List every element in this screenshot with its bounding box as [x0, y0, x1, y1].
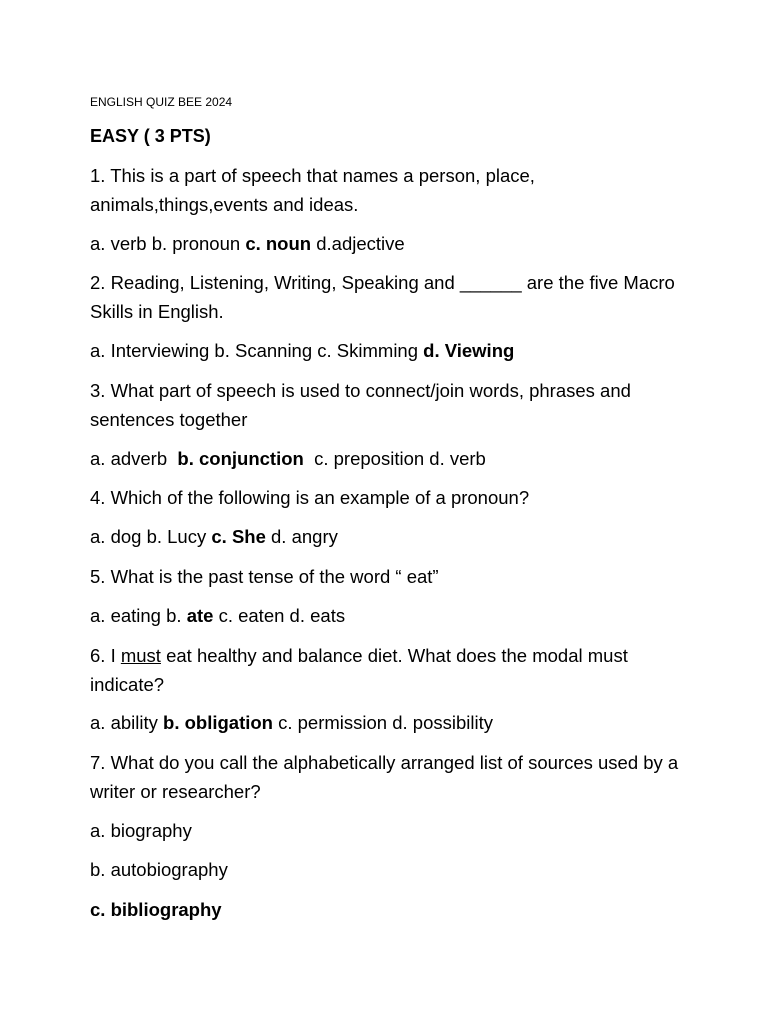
underlined-word: must	[120, 645, 161, 666]
correct-answer: d. Viewing	[423, 340, 515, 361]
choices-1	[90, 229, 690, 258]
question-text: 6. I	[90, 645, 121, 666]
question-4: 4. Which of the following is an example of a pronoun?	[90, 487, 530, 508]
choices-2	[90, 336, 690, 365]
question-5: 5. What is the past tense of the word “ eat”	[90, 566, 439, 587]
question-6	[90, 641, 690, 699]
question-text: eat healthy and balance diet. What does the modal must indicate?	[90, 645, 628, 695]
choice-text: a. adverb	[90, 448, 178, 469]
correct-answer: b. obligation	[163, 712, 273, 733]
choices-4	[90, 522, 690, 551]
correct-answer: c. bibliography	[90, 899, 222, 920]
choice-text: a. verb b. pronoun	[90, 233, 246, 254]
choice-text: a. eating b.	[90, 605, 187, 626]
correct-answer: b. conjunction	[177, 448, 304, 469]
document-title: ENGLISH QUIZ BEE 2024	[90, 95, 233, 109]
choice-text: a. dog b. Lucy	[90, 526, 212, 547]
correct-answer: ate	[186, 605, 214, 626]
choice-text: d. angry	[265, 526, 338, 547]
choice-text: c. permission d. possibility	[272, 712, 493, 733]
question-2: 2. Reading, Listening, Writing, Speaking and ______ are the five Macro Skills in English.	[90, 272, 675, 322]
choice-text: d.adjective	[311, 233, 405, 254]
question-7: 7. What do you call the alphabetically arranged list of sources used by a writer or researcher?	[90, 752, 679, 802]
choice-text: c. eaten d. eats	[213, 605, 346, 626]
option-a: a. biography	[90, 820, 192, 841]
choice-text: a. ability	[90, 712, 164, 733]
choice-text: c. preposition d. verb	[303, 448, 486, 469]
question-1: 1. This is a part of speech that names a person, place, animals,things,events and ideas.	[90, 165, 535, 215]
choices-6	[90, 708, 690, 737]
choices-3	[90, 444, 690, 473]
choice-text: a. Interviewing b. Scanning c. Skimming	[90, 340, 424, 361]
section-heading: EASY ( 3 PTS)	[90, 126, 211, 146]
option-b: b. autobiography	[90, 859, 228, 880]
choices-5	[90, 601, 690, 630]
question-3: 3. What part of speech is used to connect/join words, phrases and sentences together	[90, 380, 631, 430]
correct-answer: c. She	[211, 526, 266, 547]
correct-answer: c. noun	[245, 233, 312, 254]
